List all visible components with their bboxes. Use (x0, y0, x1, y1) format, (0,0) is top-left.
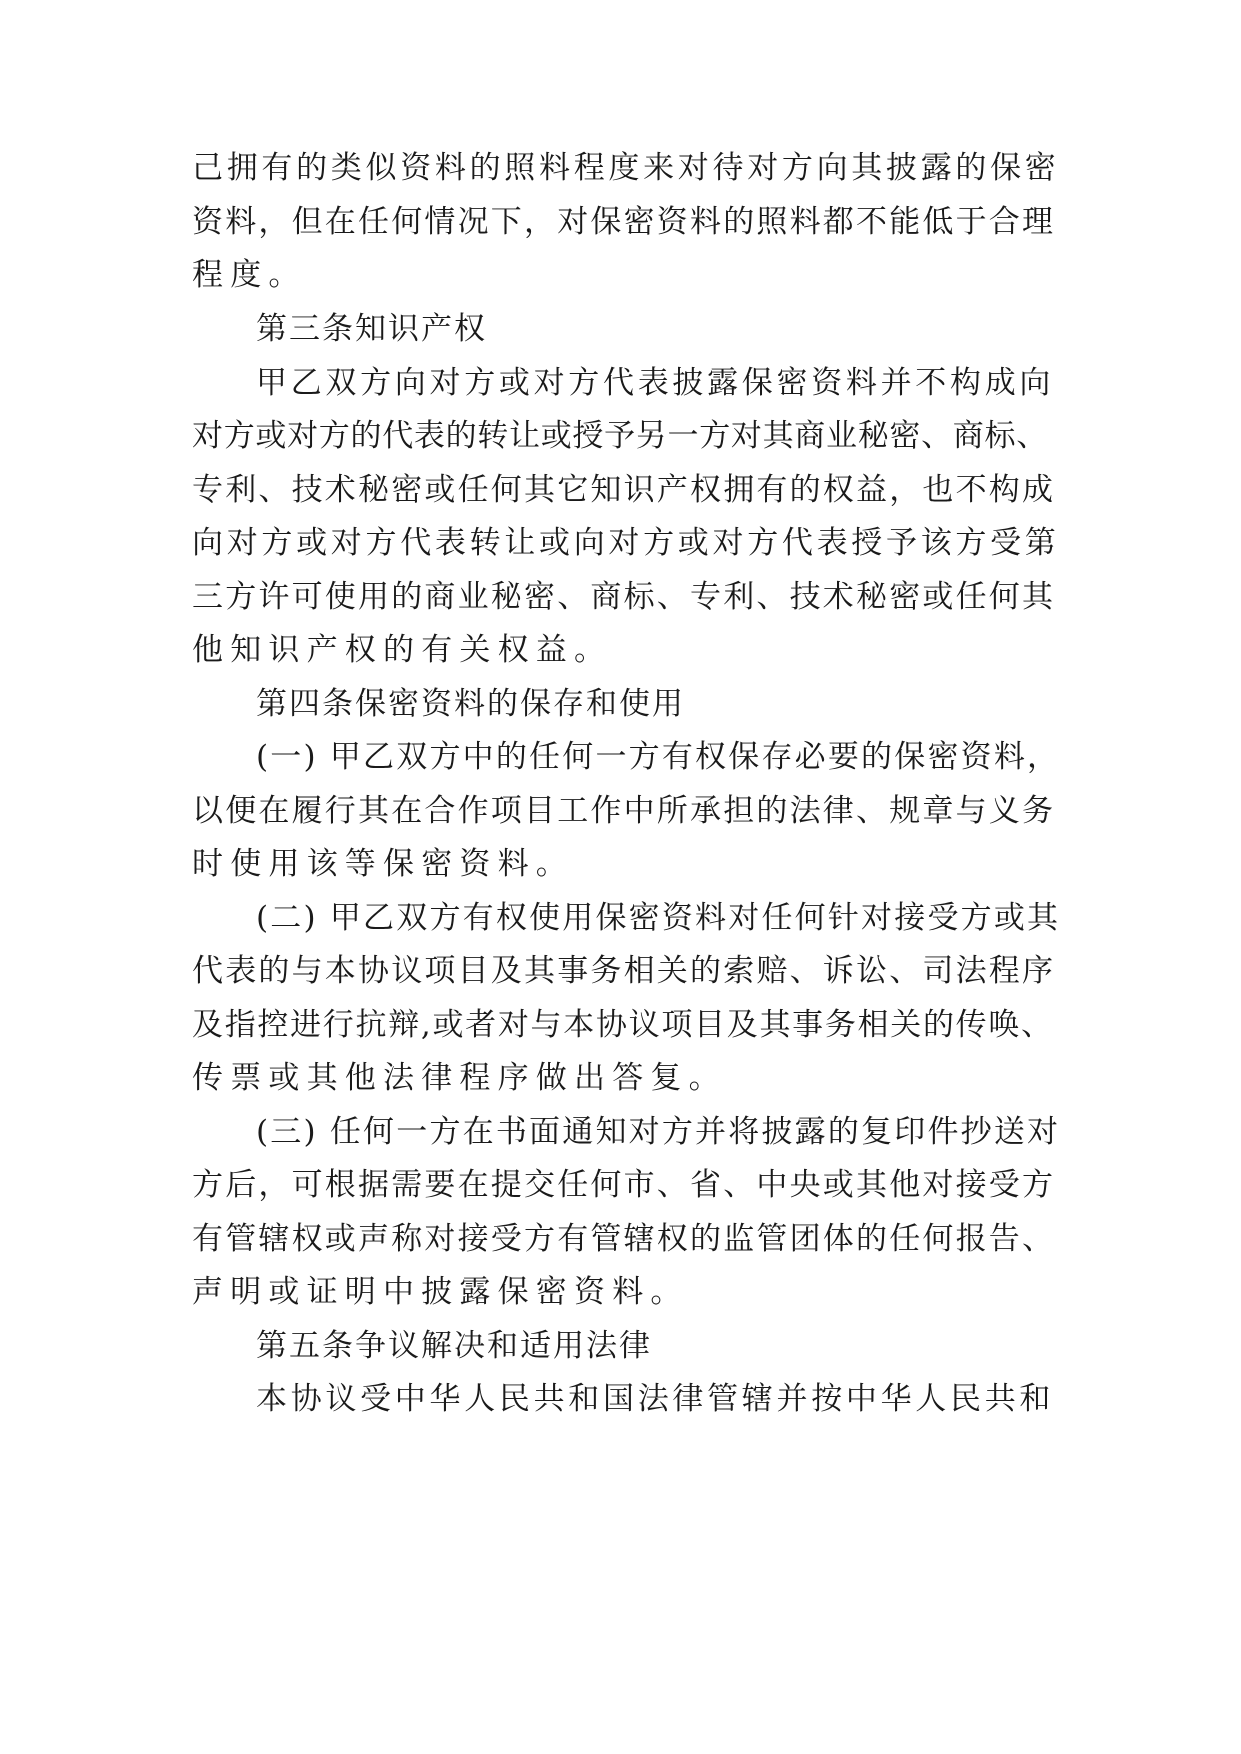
text-line: (二) 甲乙双方有权使用保密资料对任何针对接受方或其 (256, 900, 1061, 936)
text-line: 程度。 (192, 257, 307, 293)
text-line: 专利、技术秘密或任何其它知识产权拥有的权益，也不构成 (192, 472, 1056, 508)
text-line: 本协议受中华人民共和国法律管辖并按中华人民共和 (256, 1381, 1055, 1417)
text-line: 及指控进行抗辩,或者对与本协议项目及其事务相关的传唤、 (192, 1007, 1054, 1043)
section-heading-5: 第五条争议解决和适用法律 (256, 1328, 652, 1364)
text-line: 方后，可根据需要在提交任何市、省、中央或其他对接受方 (192, 1167, 1056, 1203)
text-line: 己拥有的类似资料的照料程度来对待对方向其披露的保密 (192, 150, 1060, 186)
text-line: 时使用该等保密资料。 (192, 846, 574, 882)
text-line: 代表的与本协议项目及其事务相关的索赔、诉讼、司法程序 (192, 953, 1056, 989)
text-line: 资料，但在任何情况下，对保密资料的照料都不能低于合理 (192, 204, 1056, 240)
section-heading-3: 第三条知识产权 (256, 311, 487, 347)
text-line: 声明或证明中披露保密资料。 (192, 1274, 689, 1310)
text-line: 甲乙双方向对方或对方代表披露保密资料并不构成向 (256, 365, 1055, 401)
text-line: (一) 甲乙双方中的任何一方有权保存必要的保密资料， (256, 739, 1061, 775)
text-line: 三方许可使用的商业秘密、商标、专利、技术秘密或任何其 (192, 579, 1056, 615)
text-line: 有管辖权或声称对接受方有管辖权的监管团体的任何报告、 (192, 1221, 1056, 1257)
text-line: 向对方或对方代表转让或向对方或对方代表授予该方受第 (192, 525, 1060, 561)
text-line: 以便在履行其在合作项目工作中所承担的法律、规章与义务 (192, 793, 1056, 829)
text-line: (三) 任何一方在书面通知对方并将披露的复印件抄送对 (256, 1114, 1061, 1150)
text-line: 他知识产权的有关权益。 (192, 632, 613, 668)
section-heading-4: 第四条保密资料的保存和使用 (256, 686, 685, 722)
text-line: 传票或其他法律程序做出答复。 (192, 1060, 727, 1096)
text-line: 对方或对方的代表的转让或授予另一方对其商业秘密、商标、 (192, 418, 1048, 454)
